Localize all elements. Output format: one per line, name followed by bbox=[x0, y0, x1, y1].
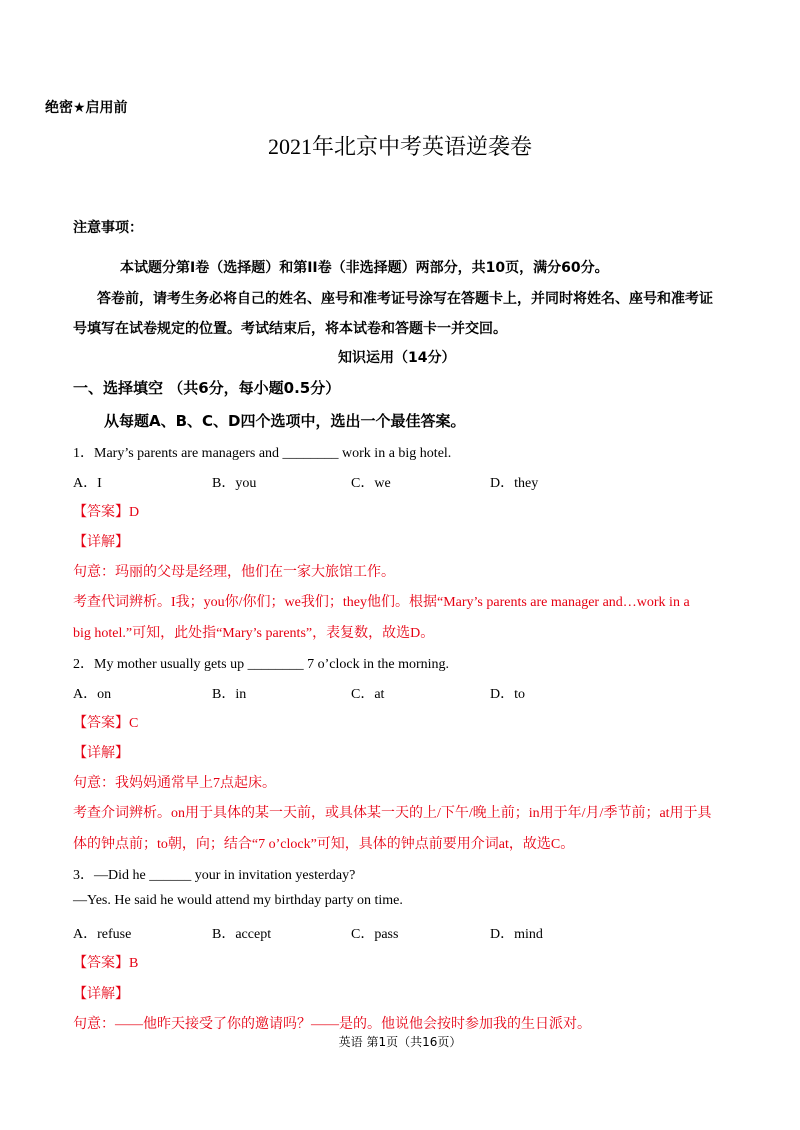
question-3-option-a: A．refuse bbox=[73, 927, 132, 942]
question-3-response: —Yes. He said he would attend my birthday party on time. bbox=[73, 893, 403, 908]
question-2-explanation-1: 句意：我妈妈通常早上7点起床。 bbox=[73, 776, 276, 791]
notice-label: 注意事项： bbox=[73, 220, 143, 236]
question-1-option-c: C．we bbox=[351, 476, 391, 491]
question-2-explanation-3: 体的钟点前；to朝，向；结合“7 o’clock”可知，具体的钟点前要用介词at，故选C。 bbox=[73, 837, 575, 852]
question-1-explanation-1: 句意：玛丽的父母是经理，他们在一家大旅馆工作。 bbox=[73, 565, 395, 580]
question-1-answer: 【答案】D bbox=[73, 505, 140, 520]
exam-title: 2021年北京中考英语逆袭卷 bbox=[267, 134, 532, 159]
question-3-option-d: D．mind bbox=[490, 927, 543, 942]
question-2-option-a: A．on bbox=[73, 687, 112, 702]
question-1-detail-label: 【详解】 bbox=[73, 535, 129, 550]
question-1-explanation-3: big hotel.”可知，此处指“Mary’s parents”，表复数，故选D。 bbox=[73, 626, 435, 641]
question-2-answer: 【答案】C bbox=[73, 716, 139, 731]
question-1-explanation-2: 考查代词辨析。I我；you你/你们；we我们；they他们。根据“Mary’s parents are manager and…work in a bbox=[73, 595, 690, 610]
section-title: 知识运用（14分） bbox=[338, 350, 456, 366]
question-1-option-a: A．I bbox=[73, 476, 102, 491]
question-3-option-b: B．accept bbox=[212, 927, 272, 942]
notice-line-1: 本试题分第I卷（选择题）和第II卷（非选择题）两部分，共10页，满分60分。 bbox=[120, 260, 609, 276]
confidential-mark: 绝密★启用前 bbox=[45, 100, 128, 116]
question-1-option-b: B．you bbox=[212, 476, 257, 491]
question-2-option-b: B．in bbox=[212, 687, 247, 702]
question-2-detail-label: 【详解】 bbox=[73, 746, 129, 761]
question-3-answer: 【答案】B bbox=[73, 956, 139, 971]
question-3-option-c: C．pass bbox=[351, 927, 399, 942]
instruction-text: 从每题A、B、C、D四个选项中，选出一个最佳答案。 bbox=[104, 412, 466, 430]
notice-line-2: 答卷前，请考生务必将自己的姓名、座号和准考证号涂写在答题卡上，并同时将姓名、座号和准考证 bbox=[97, 291, 713, 307]
question-3-explanation-1: 句意：——他昨天接受了你的邀请吗？——是的。他说他会按时参加我的生日派对。 bbox=[73, 1017, 591, 1032]
part-heading: 一、选择填空 （共6分，每小题0.5分） bbox=[73, 379, 341, 397]
page-footer: 英语 第1页（共16页） bbox=[338, 1035, 462, 1049]
question-3-stem: 3．—Did he ______ your in invitation yesterday? bbox=[73, 868, 356, 883]
question-1-option-d: D．they bbox=[490, 476, 539, 491]
question-2-explanation-2: 考查介词辨析。on用于具体的某一天前，或具体某一天的上/下午/晚上前；in用于年/月/季节前；at用于具 bbox=[73, 806, 712, 821]
question-3-detail-label: 【详解】 bbox=[73, 987, 129, 1002]
question-2-option-c: C．at bbox=[351, 687, 385, 702]
question-1-stem: 1．Mary’s parents are managers and ________ work in a big hotel. bbox=[73, 446, 452, 461]
question-2-option-d: D．to bbox=[490, 687, 525, 702]
notice-line-3: 号填写在试卷规定的位置。考试结束后，将本试卷和答题卡一并交回。 bbox=[73, 321, 507, 337]
question-2-stem: 2．My mother usually gets up ________ 7 o’clock in the morning. bbox=[73, 657, 450, 672]
